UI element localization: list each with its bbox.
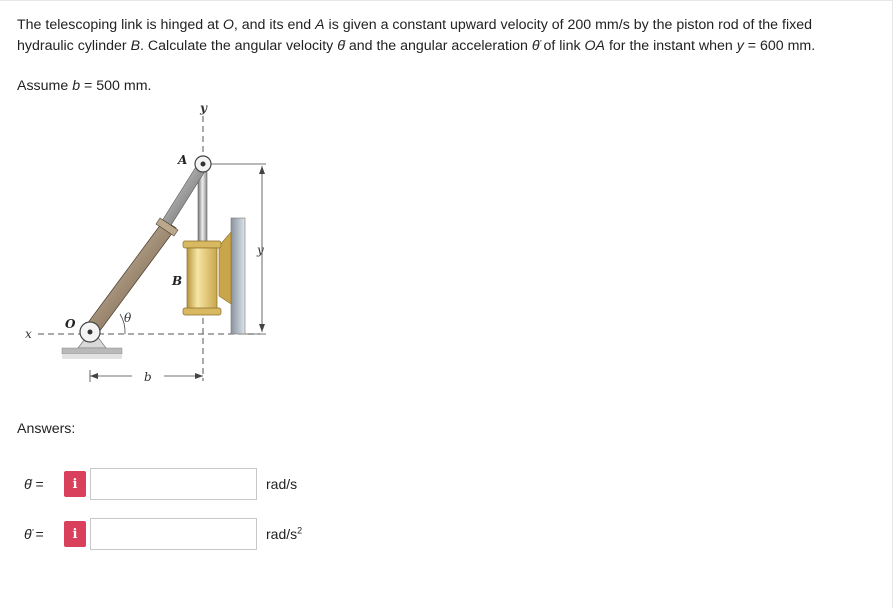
var-O: O (222, 17, 234, 33)
info-button[interactable]: i (64, 471, 86, 497)
answer-row-theta-ddot (24, 518, 302, 550)
var-theta-ddot: θ̈ (531, 38, 540, 54)
var-B: B (130, 38, 141, 54)
label-x: x (25, 327, 32, 341)
text: of link (539, 38, 585, 54)
answers-label: Answers: (17, 421, 76, 437)
text: , and its end (233, 17, 316, 33)
problem-statement (17, 15, 877, 57)
mechanism-figure (20, 96, 280, 396)
text: and the angular acceleration (344, 38, 532, 54)
text: hydraulic cylinder (17, 38, 131, 54)
theta-ddot-input[interactable] (90, 518, 257, 550)
pin-O-center (88, 330, 93, 335)
unit-text: rad/s (266, 526, 298, 542)
answer-variable-label (24, 526, 64, 542)
dim-b-arrow-right (195, 373, 203, 379)
variable-symbol: θ̈ (24, 526, 32, 542)
cylinder-bottom-cap (183, 308, 221, 315)
label-theta: θ (124, 311, 132, 325)
hydraulic-cylinder (187, 248, 217, 310)
label-B: B (172, 274, 183, 288)
answer-variable-label (24, 476, 64, 492)
var-b: b (72, 78, 81, 94)
unit-label (266, 476, 297, 492)
variable-symbol: θ̇ (24, 476, 32, 492)
assumption-text (17, 78, 151, 94)
label-y-top: y (200, 101, 207, 115)
answer-row-theta-dot (24, 468, 297, 500)
var-OA: OA (584, 38, 605, 54)
cylinder-top-cap (183, 241, 221, 248)
text: for the instant when (605, 38, 737, 54)
dim-b-arrow-left (90, 373, 98, 379)
dim-y-arrow-bottom (259, 324, 265, 332)
text: = 500 mm. (80, 78, 152, 94)
fixed-wall (231, 218, 245, 334)
unit-label (266, 526, 302, 542)
pin-A-center (201, 162, 206, 167)
ground-base (62, 348, 122, 354)
equals-sign: = (31, 476, 44, 492)
label-A: A (178, 153, 188, 167)
text: . Calculate the angular velocity (140, 38, 338, 54)
label-O: O (65, 317, 76, 331)
unit-text: rad/s (266, 476, 298, 492)
var-A: A (315, 17, 325, 33)
var-theta-dot: θ̇ (337, 38, 345, 54)
var-y: y (736, 38, 744, 54)
text: = 600 mm. (743, 38, 816, 54)
theta-dot-input[interactable] (90, 468, 257, 500)
equals-sign: = (31, 526, 44, 542)
problem-line-1 (17, 15, 877, 36)
dim-y-arrow-top (259, 166, 265, 174)
info-button[interactable]: i (64, 521, 86, 547)
label-y-side: y (257, 243, 264, 257)
text: is given a constant upward velocity of 200 mm/s by the piston rod of the fixed (324, 17, 812, 33)
text: Assume (17, 78, 73, 94)
problem-line-2 (17, 36, 877, 57)
unit-exponent: 2 (297, 525, 303, 536)
ground-shade (62, 354, 122, 359)
label-b: b (144, 370, 152, 384)
text: The telescoping link is hinged at (17, 17, 223, 33)
